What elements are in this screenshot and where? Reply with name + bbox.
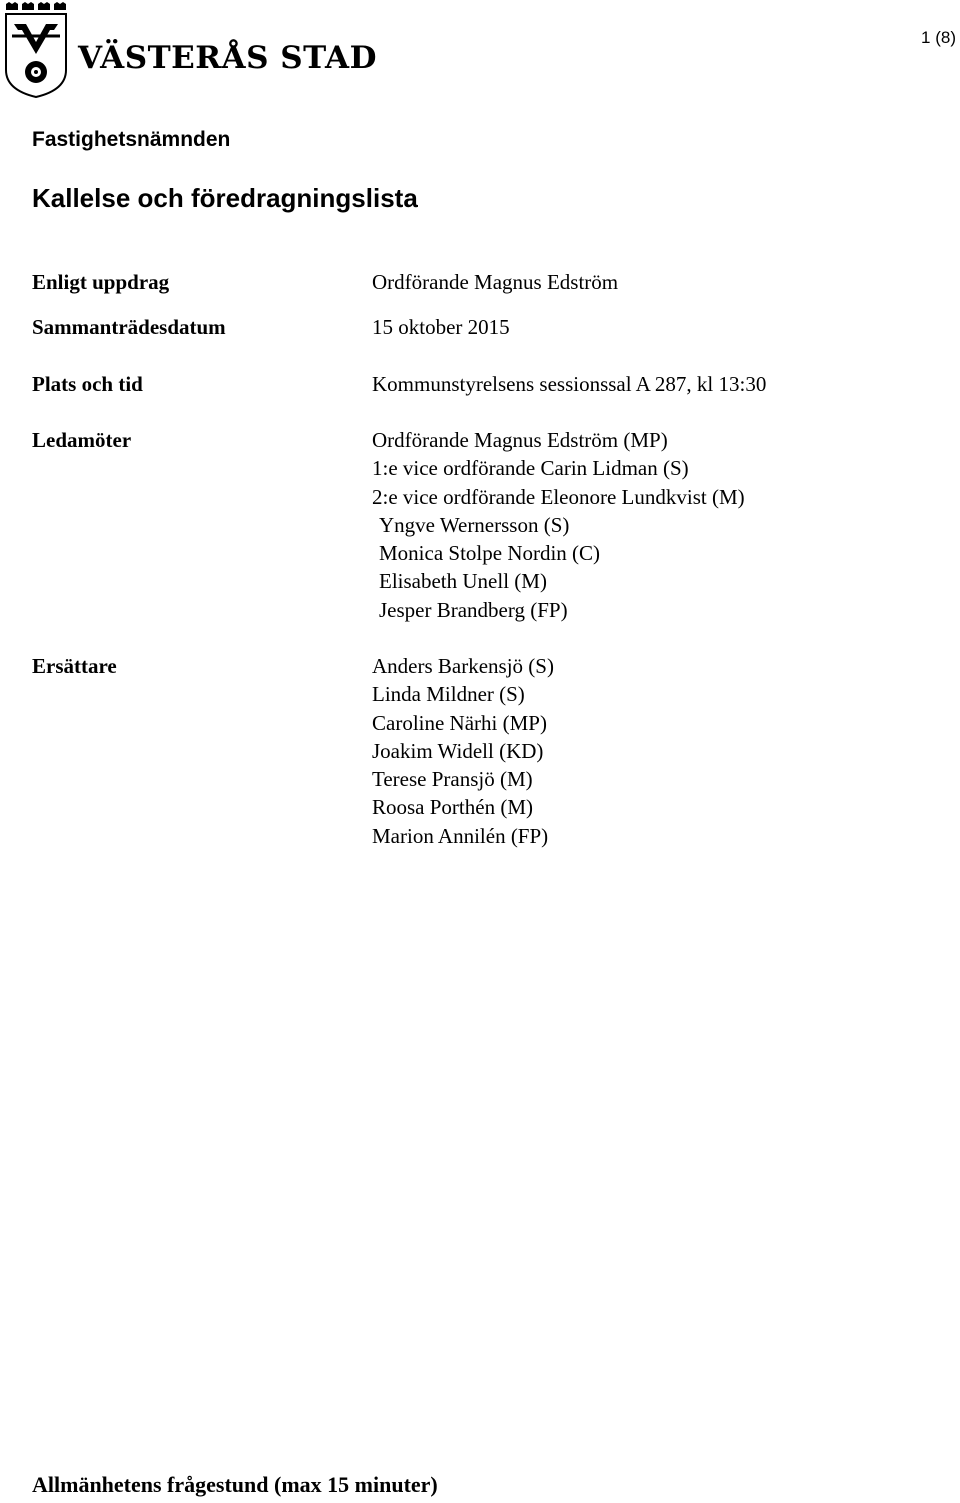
list-item: 2:e vice ordförande Eleonore Lundkvist (M) [372,484,745,509]
section-heading: Allmänhetens frågestund (max 15 minuter) [32,1472,438,1497]
date-value: 15 oktober 2015 [372,315,510,339]
page-number: 1 (8) [921,28,956,47]
place-value: Kommunstyrelsens sessionssal A 287, kl 13:30 [372,372,767,396]
list-item: Yngve Wernersson (S) [379,512,570,537]
commission-label: Enligt uppdrag [32,270,170,294]
committee-name: Fastighetsnämnden [32,128,231,151]
list-item: Marion Annilén (FP) [372,823,549,848]
list-item: Caroline Närhi (MP) [372,710,547,735]
members-label: Ledamöter [32,428,132,452]
substitutes-label: Ersättare [32,654,117,678]
list-item: Elisabeth Unell (M) [379,569,547,594]
date-label: Sammanträdesdatum [32,315,226,339]
members-list [372,426,745,624]
substitutes-list [372,652,554,850]
list-item: 1:e vice ordförande Carin Lidman (S) [372,456,689,481]
document-title: Kallelse och föredragningslista [32,183,418,213]
list-item: Roosa Porthén (M) [372,795,533,820]
place-label: Plats och tid [32,372,143,396]
list-item: Linda Mildner (S) [372,682,525,707]
logo-wordmark: VÄSTERÅS STAD [78,40,377,76]
list-item: Ordförande Magnus Edström (MP) [372,428,668,452]
vasteras-coat-of-arms-icon [4,2,68,98]
list-item: Monica Stolpe Nordin (C) [379,541,601,566]
list-item: Joakim Widell (KD) [372,738,544,763]
commission-value: Ordförande Magnus Edström [372,270,619,294]
list-item: Anders Barkensjö (S) [372,654,554,678]
list-item: Terese Pransjö (M) [372,767,533,792]
list-item: Jesper Brandberg (FP) [379,597,568,622]
